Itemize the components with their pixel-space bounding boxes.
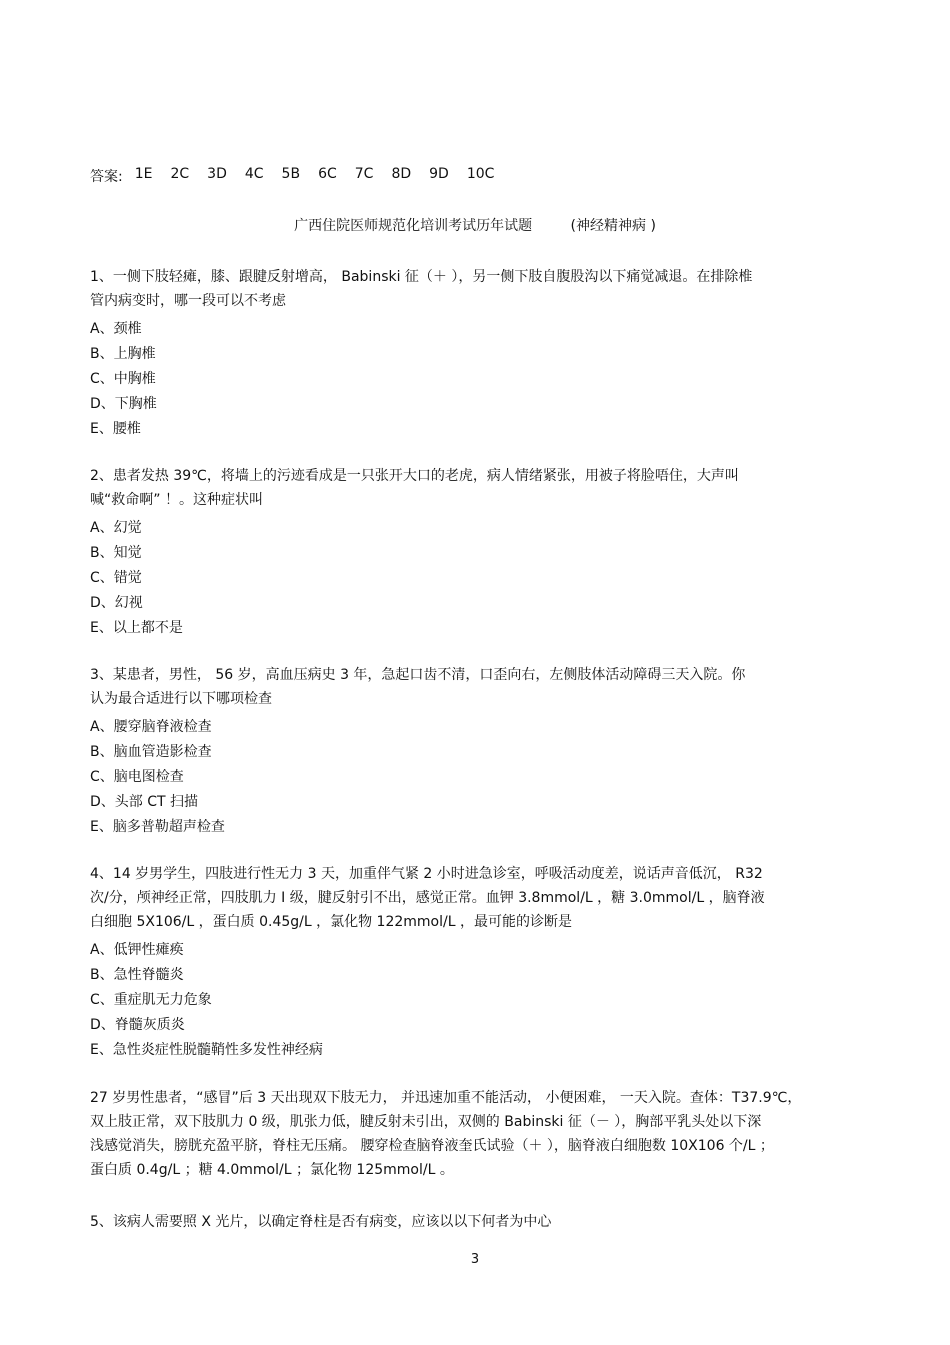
option-d: D、幻视 [90, 595, 143, 611]
page-title [0, 215, 950, 235]
option-d: D、头部 CT 扫描 [90, 794, 199, 810]
option-c: C、中胸椎 [90, 371, 156, 387]
option-b: B、上胸椎 [90, 346, 156, 362]
question-stem-line: 2、患者发热 39℃，将墙上的污迹看成是一只张开大口的老虎，病人情绪紧张，用被子将脸唔住，大声叫 [90, 468, 739, 484]
case-line: 双上肢正常，双下肢肌力 0 级，肌张力低，腱反射未引出，双侧的 Babinski 征（－ ），胸部平乳头处以下深 [90, 1114, 762, 1130]
option-d: D、下胸椎 [90, 396, 157, 412]
question-stem-line: 1、一侧下肢轻瘫，膝、跟腱反射增高， Babinski 征（＋ ），另一侧下肢自腹股沟以下痛觉减退。在排除椎 [90, 269, 753, 285]
case-line: 浅感觉消失，膀胱充盈平脐，脊柱无压痛。 腰穿检查脑脊液奎氏试验（＋ ），脑脊液白细胞数 10X106 个/L ； [90, 1138, 774, 1154]
option-b: B、急性脊髓炎 [90, 967, 184, 983]
option-a: A、腰穿脑脊液检查 [90, 719, 212, 735]
question-stem-line: 3、某患者，男性， 56 岁，高血压病史 3 年，急起口齿不清，口歪向右，左侧肢体活动障碍三天入院。你 [90, 667, 746, 683]
option-e: E、以上都不是 [90, 620, 183, 636]
question-stem-line: 4、14 岁男学生，四肢进行性无力 3 天，加重伴气紧 2 小时进急诊室，呼吸活动度差，说话声音低沉， R32 [90, 866, 763, 882]
answer-item: 10C [466, 166, 495, 182]
answer-item: 1E [134, 166, 153, 182]
answer-key-label: 答案: [90, 169, 123, 185]
answer-item: 2C [170, 166, 190, 182]
case-line: 27 岁男性患者，“感冒”后 3 天出现双下肢无力， 并迅速加重不能活动， 小便困难， 一天入院。查体：T37.9℃， [90, 1090, 802, 1106]
option-c: C、脑电图检查 [90, 769, 184, 785]
option-c: C、重症肌无力危象 [90, 992, 212, 1008]
question-4 [90, 862, 860, 1063]
option-a: A、低钾性瘫痪 [90, 942, 184, 958]
question-1 [90, 265, 860, 442]
case-description [90, 1086, 860, 1182]
question-stem-line: 管内病变时，哪一段可以不考虑 [90, 293, 286, 309]
question-stem-line: 5、该病人需要照 X 光片，以确定脊柱是否有病变，应该以以下何者为中心 [90, 1214, 552, 1230]
answer-key [90, 166, 512, 186]
case-line: 蛋白质 0.4g/L ；糖 4.0mmol/L ；氯化物 125mmol/L 。 [90, 1162, 454, 1178]
answer-item: 6C [318, 166, 337, 182]
question-stem-line: 次/分，颅神经正常，四肢肌力 I 级，腱反射引不出，感觉正常。血钾 3.8mmol/L ，糖 3.0mmol/L ，脑脊液 [90, 890, 765, 906]
question-2 [90, 464, 860, 641]
answer-item: 9D [429, 166, 449, 182]
option-e: E、急性炎症性脱髓鞘性多发性神经病 [90, 1042, 323, 1058]
question-stem-line: 白细胞 5X106/L ，蛋白质 0.45g/L ，氯化物 122mmol/L ，最可能的诊断是 [90, 914, 572, 930]
question-stem-line: 喊“救命啊” ！。这种症状叫 [90, 492, 263, 508]
question-5 [90, 1210, 860, 1234]
option-a: A、幻觉 [90, 520, 142, 536]
option-a: A、颈椎 [90, 321, 142, 337]
option-d: D、脊髓灰质炎 [90, 1017, 185, 1033]
answer-item: 8D [391, 166, 412, 182]
option-c: C、错觉 [90, 570, 142, 586]
option-b: B、知觉 [90, 545, 142, 561]
option-e: E、腰椎 [90, 421, 141, 437]
title-main: 广西住院医师规范化培训考试历年试题 [294, 218, 533, 234]
answer-item: 7C [354, 166, 374, 182]
question-3 [90, 663, 860, 840]
option-b: B、脑血管造影检查 [90, 744, 212, 760]
option-e: E、脑多普勒超声检查 [90, 819, 225, 835]
answer-item: 5B [281, 166, 301, 182]
title-sub: (神经精神病 ) [570, 218, 656, 234]
answer-item: 3D [207, 166, 227, 182]
page-number: 3 [470, 1252, 480, 1267]
question-stem-line: 认为最合适进行以下哪项检查 [90, 691, 272, 707]
answer-item: 4C [244, 166, 264, 182]
